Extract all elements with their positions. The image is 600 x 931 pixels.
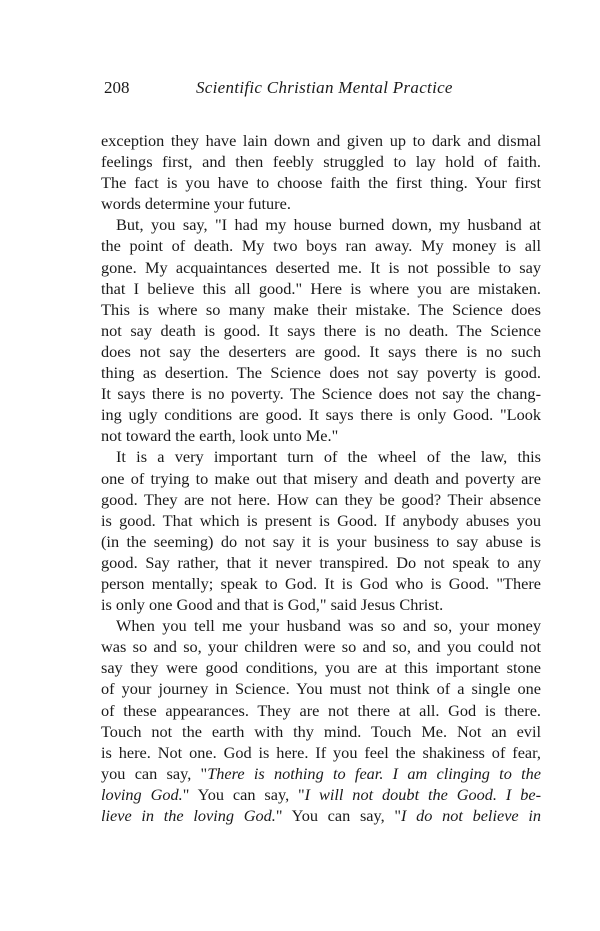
text-segment: exception they have lain down and given up to dark and dismal <box>101 131 541 150</box>
text-segment: that I believe this all good." Here is where you are mistaken. <box>101 278 541 298</box>
text-line <box>101 341 541 362</box>
text-line <box>101 468 541 489</box>
text-segment: The fact is you have to choose faith the first thing. Your first <box>101 173 541 193</box>
text-segment: was so and so, your children were so and so, and you could not <box>101 637 541 657</box>
text-segment: the point of death. My two boys ran away. My money is all <box>101 236 541 256</box>
text-segment: one of trying to make out that misery and death and poverty are <box>101 468 541 488</box>
text-segment: feelings first, and then feebly struggled to lay hold of faith. <box>101 152 541 172</box>
text-line <box>101 362 541 383</box>
text-segment: is good. That which is present is Good. If anybody abuses you <box>101 510 541 530</box>
italic-text: I will not doubt the Good. I be- <box>304 784 541 804</box>
text-line <box>101 214 541 235</box>
text-line <box>101 573 541 594</box>
text-line <box>101 763 541 784</box>
text-segment: of your journey in Science. You must not think of a single one <box>101 679 541 699</box>
text-line <box>101 193 541 214</box>
text-line <box>101 404 541 425</box>
text-line <box>101 531 541 552</box>
text-segment: does not say the deserters are good. It says there is no such <box>101 341 541 361</box>
text-segment: " You can say, " <box>182 784 305 804</box>
italic-text: lieve in the loving God. <box>101 806 276 825</box>
text-line <box>101 383 541 404</box>
text-segment: is here. Not one. God is here. If you feel the shakiness of fear, <box>101 742 541 762</box>
text-line <box>101 425 541 446</box>
text-segment: say they were good conditions, you are at this important stone <box>101 658 541 678</box>
text-line <box>101 172 541 193</box>
text-line <box>101 235 541 256</box>
text-segment: person mentally; speak to God. It is God who is Good. "There <box>101 573 541 593</box>
text-segment: not toward the earth, look unto Me." <box>101 426 339 446</box>
running-title: Scientific Christian Mental Practice <box>196 78 453 97</box>
text-line <box>101 678 541 699</box>
text-segment: good. Say rather, that it never transpired. Do not speak to any <box>101 552 541 572</box>
text-segment: Touch not the earth with thy mind. Touch Me. Not an evil <box>101 721 541 741</box>
text-line <box>101 151 541 172</box>
text-segment: of these appearances. They are not there at all. God is there. <box>101 700 541 720</box>
text-segment: This is where so many make their mistake. The Science does <box>101 299 541 319</box>
page-number: 208 <box>104 78 130 97</box>
text-segment: It says there is no poverty. The Science does not say the chang- <box>101 384 541 404</box>
italic-text: There is nothing to fear. I am clinging to the <box>207 763 541 783</box>
text-line <box>101 552 541 573</box>
text-line <box>101 805 541 826</box>
text-line <box>101 594 541 615</box>
text-segment: gone. My acquaintances deserted me. It is not possible to say <box>101 257 541 277</box>
text-segment: you can say, " <box>101 763 208 783</box>
text-segment: But, you say, "I had my house burned down, my husband at <box>116 215 541 235</box>
text-segment: words determine your future. <box>101 194 291 214</box>
text-line <box>101 510 541 531</box>
text-line <box>101 615 541 636</box>
text-segment: " You can say, " <box>275 806 401 825</box>
text-segment: (in the seeming) do not say it is your business to say abuse is <box>101 531 541 551</box>
text-segment: When you tell me your husband was so and so, your money <box>116 616 541 636</box>
text-segment: thing as desertion. The Science does not say poverty is good. <box>101 363 541 383</box>
italic-text: I do not believe in <box>401 806 542 825</box>
text-line <box>101 657 541 678</box>
text-line <box>101 700 541 721</box>
text-line <box>101 742 541 763</box>
text-line <box>101 489 541 510</box>
text-segment: ing ugly conditions are good. It says there is only Good. "Look <box>101 405 541 425</box>
text-segment: is only one Good and that is God," said Jesus Christ. <box>101 595 444 615</box>
text-line <box>101 320 541 341</box>
text-line <box>101 446 541 467</box>
text-line <box>101 130 541 151</box>
text-segment: not say death is good. It says there is no death. The Science <box>101 320 541 340</box>
text-segment: good. They are not here. How can they be good? Their absence <box>101 489 541 509</box>
text-line <box>101 257 541 278</box>
text-line <box>101 636 541 657</box>
italic-text: loving God. <box>101 784 183 804</box>
text-line <box>101 721 541 742</box>
text-line <box>101 784 541 805</box>
body-text <box>101 130 541 826</box>
text-segment: It is a very important turn of the wheel of the law, this <box>116 447 541 467</box>
text-line <box>101 299 541 320</box>
text-line <box>101 278 541 299</box>
